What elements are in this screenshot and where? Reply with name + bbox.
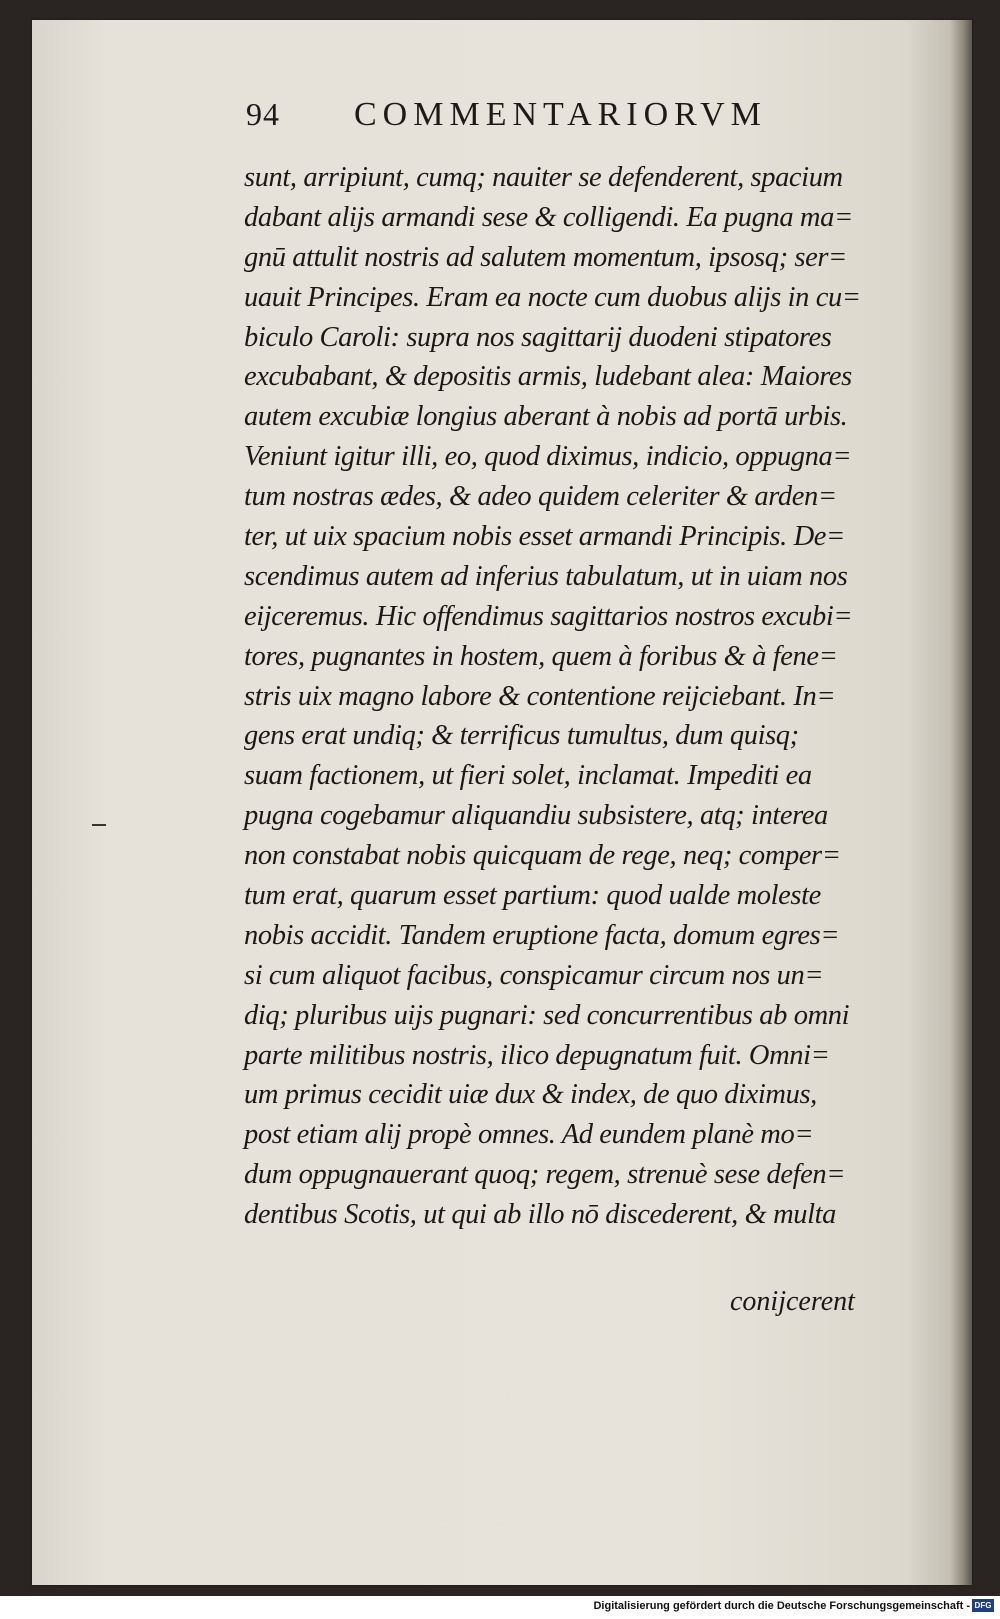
text-line: sunt, arripiunt, cumq; nauiter se defenderent, spacium — [244, 162, 843, 193]
page-gutter-shadow — [950, 20, 972, 1585]
text-line: eijceremus. Hic offendimus sagittarios nostros excubi= — [244, 600, 853, 632]
text-line: pugna cogebamur aliquandiu subsistere, atq; interea — [244, 800, 828, 832]
text-line: tum erat, quarum esset partium: quod ualde moleste — [244, 880, 821, 912]
text-line: um primus cecidit uiæ dux & index, de quo diximus, — [244, 1079, 817, 1111]
text-line: uauit Principes. Eram ea nocte cum duobus alijs in cu= — [244, 281, 861, 313]
text-line: dentibus Scotis, ut qui ab illo nō discederent, & multa — [244, 1199, 837, 1231]
text-line: non constabat nobis quicquam de rege, neq; comper= — [244, 840, 841, 872]
text-line: suam factionem, ut fieri solet, inclamat. Impediti ea — [244, 760, 812, 792]
text-line: tum nostras ædes, & adeo quidem celeriter & arden= — [244, 481, 837, 513]
body-text — [244, 158, 904, 1235]
text-line: diq; pluribus uijs pugnari: sed concurrentibus ab omni — [244, 999, 850, 1031]
text-line: gens erat undiq; & terrificus tumultus, dum quisq; — [244, 720, 799, 752]
text-line: post etiam alij propè omnes. Ad eundem planè mo= — [244, 1119, 814, 1151]
text-line: scendimus autem ad inferius tabulatum, ut in uiam nos — [244, 560, 848, 592]
text-line: dabant alijs armandi sese & colligendi. Ea pugna ma= — [244, 201, 853, 233]
text-line: tores, pugnantes in hostem, quem à foribus & à fene= — [244, 640, 838, 672]
text-line: si cum aliquot facibus, conspicamur circum nos un= — [244, 959, 824, 991]
text-line: biculo Caroli: supra nos sagittarij duodeni stipatores — [244, 321, 832, 353]
text-line: autem excubiæ longius aberant à nobis ad portā urbis. — [244, 401, 848, 433]
running-head: COMMENTARIORVM — [354, 96, 767, 133]
text-line: Veniunt igitur illi, eo, quod diximus, indicio, oppugna= — [244, 441, 852, 473]
digitization-credit: Digitalisierung gefördert durch die Deutsche Forschungsgemeinschaft - — [593, 1600, 970, 1612]
text-line: gnū attulit nostris ad salutem momentum, ipsosq; ser= — [244, 241, 847, 273]
text-line: dum oppugnauerant quoq; regem, strenuè sese defen= — [244, 1159, 846, 1191]
page-header — [246, 96, 856, 136]
page-number: 94 — [246, 96, 280, 132]
text-line: stris uix magno labore & contentione reijciebant. In= — [244, 680, 836, 712]
catchword: conijcerent — [730, 1286, 855, 1317]
dfg-logo-icon: DFG — [972, 1599, 994, 1612]
margin-mark — [92, 824, 106, 834]
text-line: parte militibus nostris, ilico depugnatum fuit. Omni= — [244, 1039, 830, 1071]
text-line: ter, ut uix spacium nobis esset armandi Principis. De= — [244, 521, 845, 553]
text-line: excubabant, & depositis armis, ludebant alea: Maiores — [244, 361, 852, 393]
text-line: nobis accidit. Tandem eruptione facta, domum egres= — [244, 919, 840, 951]
